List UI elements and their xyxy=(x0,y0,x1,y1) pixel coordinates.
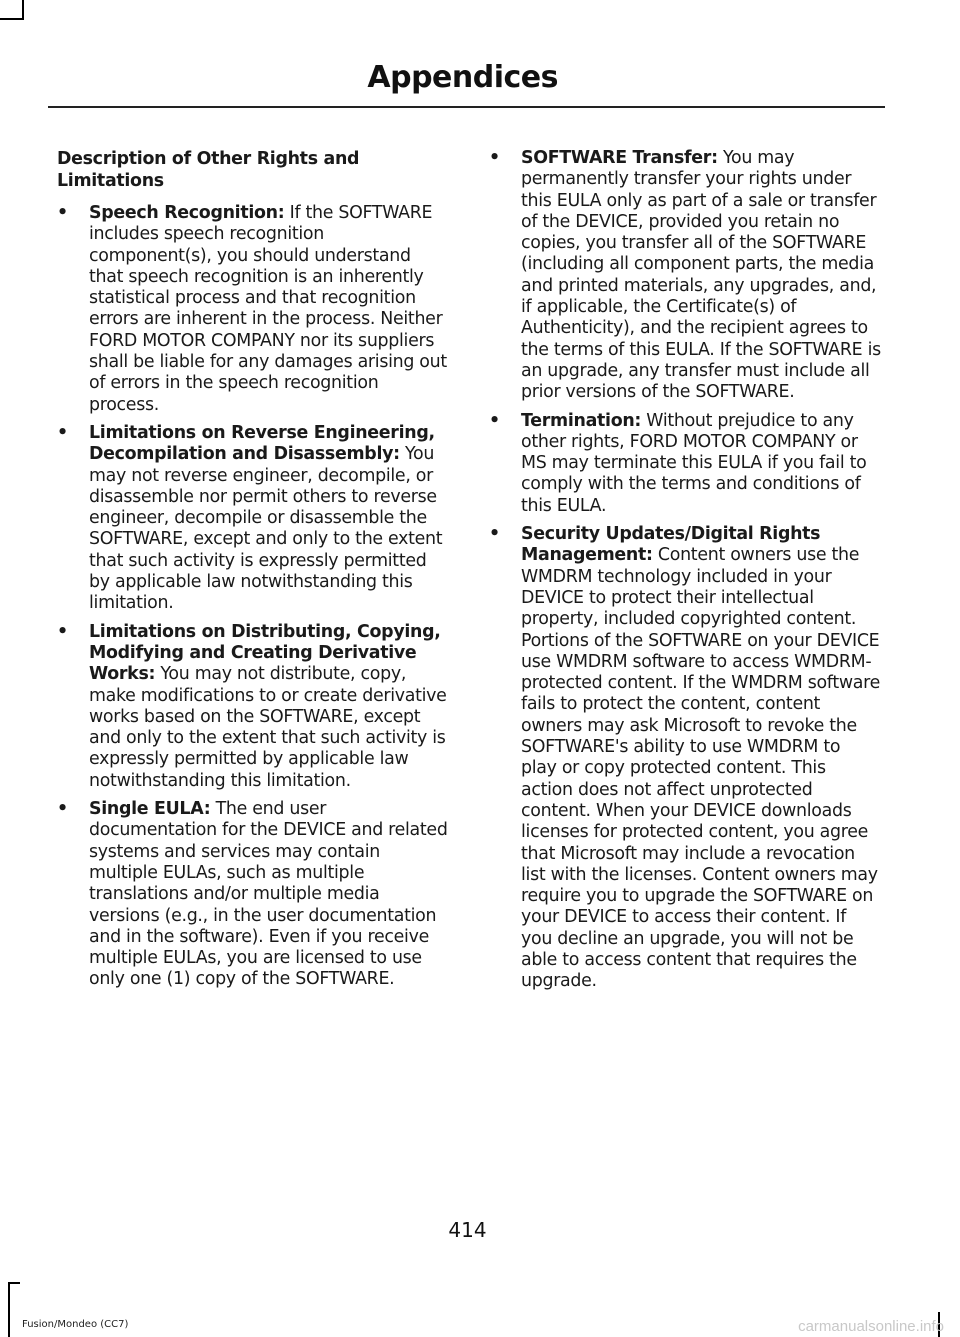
left-bullet-list xyxy=(57,203,449,991)
item-term: Limitations on Reverse Engineering, Decompilation and Disassembly: xyxy=(89,422,435,465)
item-term: Single EULA: xyxy=(89,799,211,820)
list-item xyxy=(57,203,449,416)
footer-model: Fusion/Mondeo (CC7) xyxy=(22,1319,129,1330)
section-heading: Description of Other Rights and Limitations xyxy=(57,149,360,191)
list-item xyxy=(57,622,449,792)
watermark: carmanualsonline.info xyxy=(798,1318,944,1335)
header-divider xyxy=(48,106,885,108)
bullet: • xyxy=(57,621,68,642)
bullet: • xyxy=(489,524,500,545)
crop-mark-bottom-left-h xyxy=(8,1282,20,1284)
item-term: Termination: xyxy=(521,410,642,431)
item-term: Security Updates/Digital Rights Management: xyxy=(521,524,821,566)
item-term: Speech Recognition: xyxy=(89,203,285,223)
crop-mark-top-left-h xyxy=(0,18,24,20)
item-text: You may not reverse engineer, decompile, or disassemble nor permit others to reverse engineer, decompile or disassemble the SOFTWARE, except and only to the extent that such activity is expressly permitted by applicable law notwithstanding this limitation. xyxy=(89,444,443,614)
item-text: The end user documentation for the DEVICE and related systems and services may contain multiple EULAs, such as multiple translations and/or multiple media versions (e.g., in the user documentation and in the software). Even if you receive multiple EULAs, you are licensed to use only one (1) copy of the SOFTWARE. xyxy=(89,799,448,990)
bullet: • xyxy=(489,410,500,431)
page-number: 414 xyxy=(448,1218,487,1242)
bullet: • xyxy=(57,422,68,443)
page-title: Appendices xyxy=(367,60,558,95)
item-text: You may not distribute, copy, make modifications to or create derivative works based on the SOFTWARE, except and only to the extent that such activity is expressly permitted by applicable law notwithstanding this limitation. xyxy=(89,664,447,791)
bullet: • xyxy=(489,148,500,168)
right-column xyxy=(489,148,881,1000)
list-item xyxy=(489,148,881,404)
crop-mark-top-left-v xyxy=(22,0,24,18)
crop-mark-bottom-left-v xyxy=(8,1282,10,1337)
item-text: You may permanently transfer your rights under this EULA only as part of a sale or transfer of the DEVICE, provided you retain no copies, you transfer all of the SOFTWARE (including all component parts, the media and printed materials, any upgrades, and, if applicable, the Certificate(s) of Authenticity), and the recipient agrees to the terms of this EULA. If the SOFTWARE is an upgrade, any transfer must include all prior versions of the SOFTWARE. xyxy=(521,148,881,403)
list-item xyxy=(57,423,449,615)
list-item xyxy=(489,524,881,993)
list-item xyxy=(489,411,881,517)
right-bullet-list xyxy=(489,148,881,993)
left-column xyxy=(57,148,449,998)
list-item xyxy=(57,799,449,991)
bullet: • xyxy=(57,203,68,223)
item-text: Content owners use the WMDRM technology included in your DEVICE to protect their intellectual property, included copyrighted content. Portions of the SOFTWARE on your DEVICE use WMDRM software to access WMDRM-protected content. If the WMDRM software fails to protect the content, content owners may ask Microsoft to revoke the SOFTWARE's ability to use WMDRM to play or copy protected content. This action does not affect unprotected content. When your DEVICE downloads licenses for protected content, you agree that Microsoft may include a revocation list with the licenses. Content owners may require you to upgrade the SOFTWARE on your DEVICE to access their content. If you decline an upgrade, you will not be able to access content that requires the upgrade. xyxy=(521,545,880,992)
item-text: If the SOFTWARE includes speech recognition component(s), you should understand that speech recognition is an inherently statistical process and that recognition errors are inherent in the process. Neither FORD MOTOR COMPANY nor its suppliers shall be liable for any damages arising out of errors in the speech recognition process. xyxy=(89,203,447,415)
bullet: • xyxy=(57,799,68,820)
item-term: Limitations on Distributing, Copying, Modifying and Creating Derivative Works: xyxy=(89,621,441,685)
item-term: SOFTWARE Transfer: xyxy=(521,148,718,168)
item-text: Without prejudice to any other rights, FORD MOTOR COMPANY or MS may terminate this EULA if you fail to comply with the terms and conditions of this EULA. xyxy=(521,410,867,516)
